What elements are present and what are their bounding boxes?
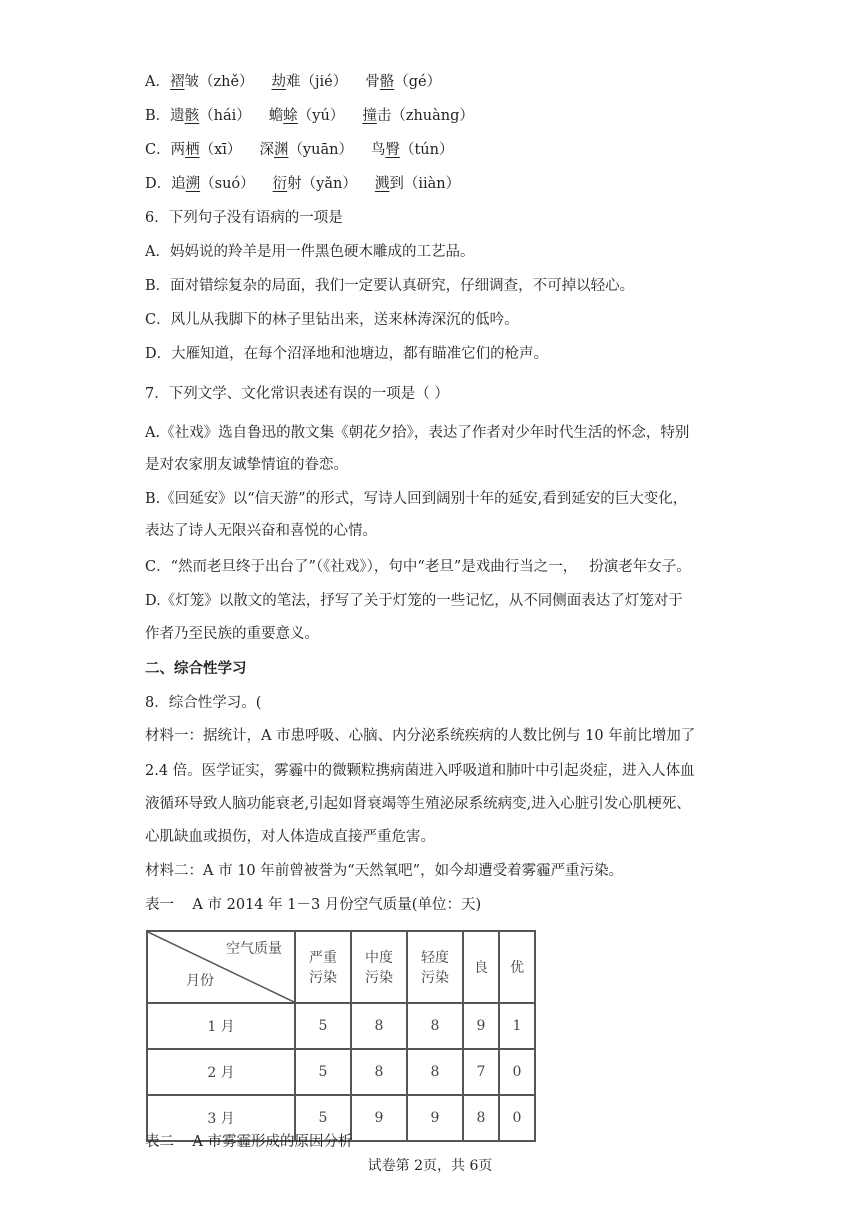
month-cell: 1 月	[147, 1003, 295, 1049]
value-cell: 5	[295, 1049, 351, 1095]
value-cell: 8	[407, 1049, 463, 1095]
material1-line1: 材料一：据统计，A 市患呼吸、心脑、内分泌系统疾病的人数比例与 10 年前比增加了	[145, 728, 696, 744]
q7-option-b-line2: 表达了诗人无限兴奋和喜悦的心情。	[145, 523, 377, 539]
q7-stem: 7．下列文学、文化常识表述有误的一项是（ ）	[145, 386, 449, 402]
header-good: 良	[463, 931, 499, 1003]
q5-option-c: C．两栖（xī） 深渊（yuān） 鸟臀（tún）	[145, 142, 454, 158]
corner-label-quality: 空气质量	[226, 941, 282, 957]
table-header-row	[147, 931, 535, 1003]
section-heading: 二、综合性学习	[145, 661, 247, 677]
table2-caption: 表二 A 市雾霾形成的原因分析	[145, 1134, 353, 1150]
table-corner-cell	[147, 931, 295, 1003]
value-cell: 8	[407, 1003, 463, 1049]
q5-option-d: D．追溯（suó） 衍射（yǎn） 溅到（iiàn）	[145, 176, 461, 192]
value-cell: 9	[407, 1095, 463, 1141]
q6-option-b: B．面对错综复杂的局面，我们一定要认真研究，仔细调查，不可掉以轻心。	[145, 278, 635, 294]
value-cell: 0	[499, 1049, 535, 1095]
value-cell: 1	[499, 1003, 535, 1049]
material1-line3: 液循环导致人脑功能衰老,引起如肾衰竭等生殖泌尿系统病变,进入心脏引发心肌梗死、	[145, 796, 691, 812]
header-severe: 严重 污染	[295, 931, 351, 1003]
value-cell: 8	[463, 1095, 499, 1141]
page-footer: 试卷第 2页，共 6页	[367, 1158, 493, 1174]
q7-option-a-line1: A.《社戏》选自鲁迅的散文集《朝花夕拾》，表达了作者对少年时代生活的怀念，特别	[145, 425, 690, 441]
material2: 材料二：A 市 10 年前曾被誉为“天然氧吧”，如今却遭受着雾霾严重污染。	[145, 863, 624, 879]
value-cell: 8	[351, 1003, 407, 1049]
q8-stem: 8．综合性学习。(	[145, 695, 262, 711]
material1-line4: 心肌缺血或损伤，对人体造成直接严重危害。	[145, 829, 435, 845]
value-cell: 5	[295, 1003, 351, 1049]
q7-option-b-line1: B.《回延安》以“信天游”的形式，写诗人回到阔别十年的延安,看到延安的巨大变化，	[145, 491, 688, 507]
q5-option-a: A．褶皱（zhě） 劫难（jié） 骨骼（gé）	[145, 74, 442, 90]
value-cell: 9	[351, 1095, 407, 1141]
q5-option-b: B．遗骸（hái） 蟾蜍（yú） 撞击（zhuàng）	[145, 108, 474, 124]
table-row	[147, 1003, 535, 1049]
q7-option-d-line1: D.《灯笼》以散文的笔法，抒写了关于灯笼的一些记忆，从不同侧面表达了灯笼对于	[145, 593, 683, 609]
month-cell: 2 月	[147, 1049, 295, 1095]
value-cell: 8	[351, 1049, 407, 1095]
table-row	[147, 1049, 535, 1095]
q6-stem: 6．下列句子没有语病的一项是	[145, 210, 343, 226]
header-excellent: 优	[499, 931, 535, 1003]
q6-option-a: A．妈妈说的羚羊是用一件黑色硬木雕成的工艺品。	[145, 244, 475, 260]
q7-option-d-line2: 作者乃至民族的重要意义。	[145, 626, 319, 642]
material1-line2: 2.4 倍。医学证实，雾霾中的微颗粒携病菌进入呼吸道和肺叶中引起炎症，进入人体血	[145, 763, 695, 779]
value-cell: 7	[463, 1049, 499, 1095]
header-moderate: 中度 污染	[351, 931, 407, 1003]
q7-option-c: C．“然而老旦终于出台了”（《社戏》），句中“老旦”是戏曲行当之一， 扮演老年女子。	[145, 559, 691, 575]
corner-label-month: 月份	[186, 973, 214, 989]
header-light: 轻度 污染	[407, 931, 463, 1003]
value-cell: 9	[463, 1003, 499, 1049]
air-quality-table	[146, 930, 536, 1142]
q6-option-d: D．大雁知道，在每个沼泽地和池塘边，都有瞄准它们的枪声。	[145, 346, 549, 362]
q7-option-a-line2: 是对农家朋友诚挚情谊的眷恋。	[145, 457, 348, 473]
table1-caption: 表一 A 市 2014 年 1－3 月份空气质量(单位：天)	[145, 897, 482, 913]
value-cell: 0	[499, 1095, 535, 1141]
q6-option-c: C．风儿从我脚下的林子里钻出来，送来林涛深沉的低吟。	[145, 312, 519, 328]
month-cell: 3 月	[147, 1095, 295, 1141]
value-cell: 5	[295, 1095, 351, 1141]
